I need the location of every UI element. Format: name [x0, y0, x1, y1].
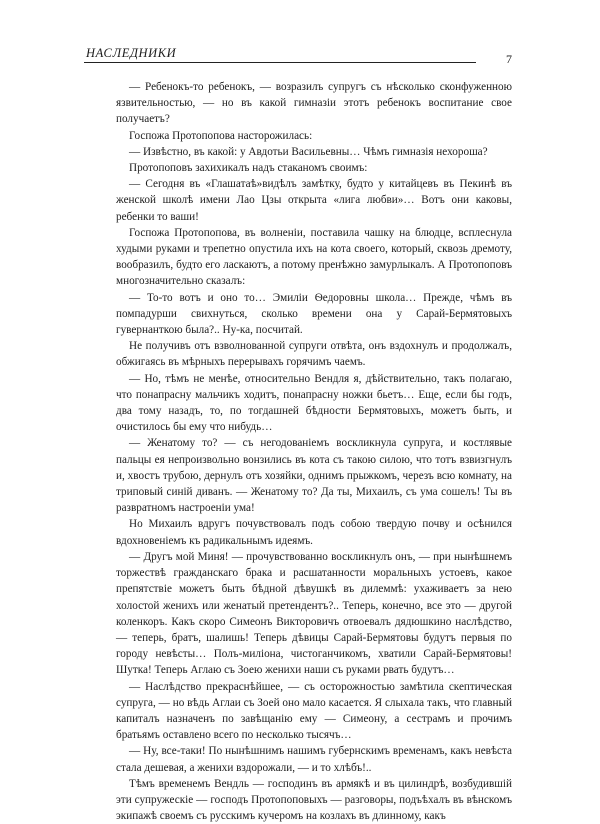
paragraph: — То-то вотъ и оно то… Эмилiи Ѳедоровны школа… Прежде, чѣмъ въ помпадурши свихнуться, сколько времени она у Сарай-Бермятовыхъ гувернанткою была?.. Ну-ка, посчитай. [116, 291, 512, 337]
paragraph: Госпожа Протопопова насторожилась: [129, 129, 313, 142]
paragraph: — Сегодня въ «Глашатаѣ»видѣлъ замѣтку, будто у китайцевъ въ Пекинѣ въ женской школѣ имени Лао Цзы открыта «лига любви»… Вотъ они каковы, ребенки то ваши! [116, 178, 512, 223]
paragraph: — Извѣстно, въ какой: у Авдотьи Васильевны… Чѣмъ гимназiя нехороша? [129, 145, 488, 158]
paragraph: — Наслѣдство прекраснѣйшее, — съ осторожностью замѣтила скептическая супруга, — но вѣдь Аглаи съ Зоей оно мало касается. Я слыхала такъ, что главный капиталъ назначенъ по завѣщанiю ему — Симеону, а сестрамъ и прочимъ братьямъ оставлено всего по несколько тысячъ… [116, 680, 512, 742]
paragraph: Госпожа Протопопова, въ волненiи, поставила чашку на блюдце, всплеснула худыми руками и трепетно опустила ихъ на кота своего, который, сквозь дремоту, вообразилъ, будто его ласкаютъ, а потому пренѣжно замурлыкалъ. А Протопоповъ многозначительно сказалъ: [116, 226, 512, 288]
paragraph: — Другъ мой Миня! — прочувствованно воскликнулъ онъ, — при нынѣшнемъ торжествѣ гражданскаго брака и расшатанности моральныхъ устоевъ, какое препятствiе можетъ быть бѣдной дѣвушкѣ въ дилеммѣ: ухаживаетъ за нею холостой женихъ или женатый претендентъ?.. Теперь, конечно, все это — другой коленкоръ. Какъ скоро Симеонъ Викторовичъ отвоевалъ дядюшкино наслѣдство, — теперь, братъ, шалишь! Теперь дѣвицы Сарай-Бермятовы будутъ первыя по городу невѣсты… Полъ-милiона, чистоганчикомъ, хватили Сарай-Бермятовы! Шутка! Теперь Аглаю съ Зоею женихи наши съ руками рвать будутъ… [116, 550, 512, 677]
paragraph: — Ребенокъ-то ребенокъ, — возразилъ супругъ съ нѣсколько сконфуженною язвительностью, — но въ какой гимназiи этотъ ребенокъ воспитание свое получаетъ? [116, 81, 512, 126]
running-header [84, 42, 516, 64]
paragraph: — Женатому то? — съ негодованiемъ воскликнула супруга, и костлявые пальцы ея непроизвольно вонзились въ кота съ такою силою, что тотъ взвизгнулъ и, хвостъ трубою, дернулъ отъ хозяйки, однимъ прыжкомъ, черезъ всю комнату, на триповый синiй диванъ. — Женатому то? Да ты, Михаилъ, съ ума сошелъ! Ты въ развратномъ настроенiи ума! [116, 437, 512, 515]
paragraph: Не получивъ отъ взволнованной супруги отвѣта, онъ вздохнулъ и продолжалъ, обжигаясь въ мѣрныхъ перерывахъ горячимъ чаемъ. [116, 340, 512, 369]
paragraph: Тѣмъ временемъ Вендль — господинъ въ армякѣ и въ цилиндрѣ, возбудившiй эти супружескiе — господъ Протопоповыхъ — разговоры, подъѣхалъ въ вѣнскомъ экипажѣ своемъ съ русскимъ кучеромъ на козлахъ въ длинному, какъ [116, 777, 512, 823]
paragraph: Протопоповъ захихикалъ надъ стаканомъ своимъ: [129, 162, 368, 175]
paragraph: — Ну, все-таки! По нынѣшнимъ нашимъ губернскимъ временамъ, какъ невѣста стала дешевая, а женихи вздорожали, — и то хлѣбъ!.. [116, 745, 512, 774]
page-body [116, 79, 512, 824]
paragraph: — Но, тѣмъ не менѣе, относительно Вендля я, дѣйствительно, такъ полагаю, что понапрасну мальчикъ ходитъ, понапрасну ножки бьетъ… Еще, если бы годъ, два тому назадъ, то, по тогдашней бѣдности Бермятовыхъ, можетъ быть, и очистилось бы ему что нибудь… [116, 372, 512, 434]
paragraph: Но Михаилъ вдругъ почувствовалъ подъ собою твердую почву и осѣнился вдохновенiемъ къ радикальнымъ идеямъ. [116, 518, 512, 547]
page-number: 7 [506, 52, 512, 66]
running-title: НАСЛЕДНИКИ [86, 46, 177, 60]
header-rule [84, 62, 476, 63]
